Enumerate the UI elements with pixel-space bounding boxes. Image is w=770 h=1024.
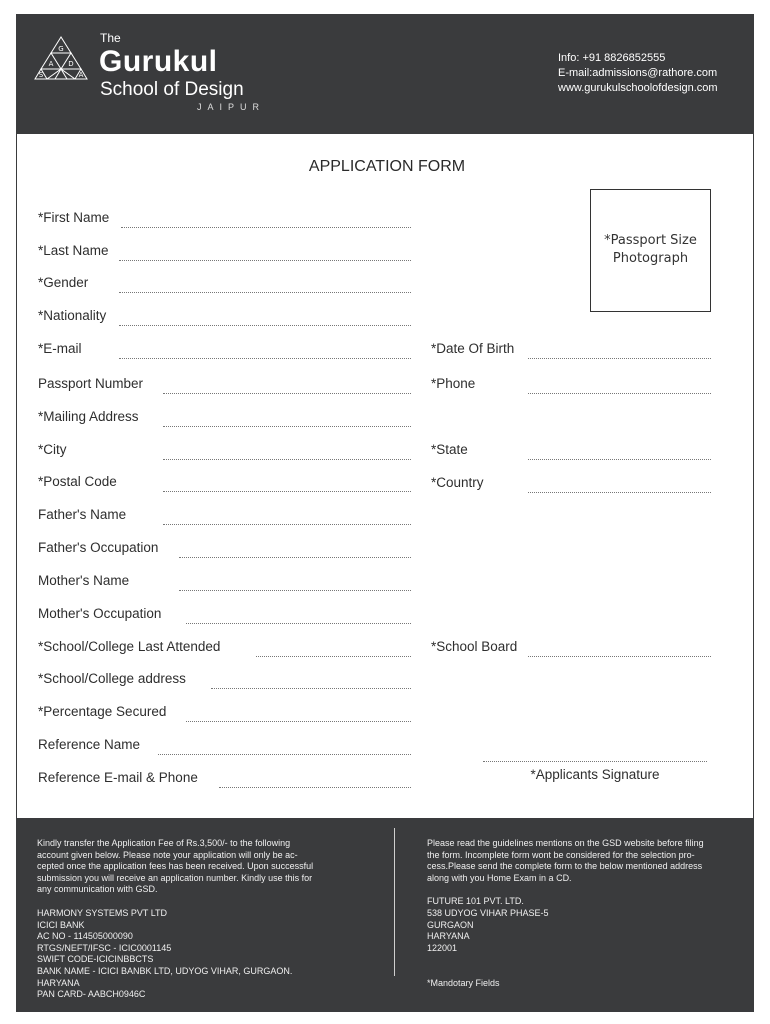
school-last-attended-label: *School/College Last Attended (38, 639, 221, 654)
date-of-birth-field[interactable] (431, 341, 711, 361)
info-website[interactable]: www.gurukulschoolofdesign.com (558, 82, 718, 94)
photo-label-line1: *Passport Size (604, 233, 697, 248)
fathers-name-label: Father's Name (38, 507, 127, 522)
mailing-address-label: *Mailing Address (38, 409, 139, 424)
first-name-label: *First Name (38, 210, 110, 225)
last-name-field[interactable] (38, 243, 411, 263)
brand-subtitle: School of Design (100, 79, 244, 100)
bank-detail-line: ICICI BANK (37, 919, 85, 930)
gender-label: *Gender (38, 275, 89, 290)
payment-text-line: any communication with GSD. (37, 884, 158, 895)
footer-banner (17, 818, 753, 1012)
nationality-label: *Nationality (38, 308, 107, 323)
reference-name-label: Reference Name (38, 737, 141, 752)
gsd-logo-icon (34, 35, 88, 85)
mandatory-note: *Mandotary Fields (427, 978, 500, 989)
payment-text-line: cepted once the application fees has been received. Upon successful (37, 861, 314, 872)
bank-detail-line: HARMONY SYSTEMS PVT LTD (37, 907, 168, 918)
school-board-label: *School Board (431, 639, 518, 654)
footer-divider (394, 828, 395, 976)
reference-contact-field[interactable] (38, 770, 411, 790)
submission-info (427, 838, 749, 990)
brand-the: The (100, 31, 121, 45)
reference-contact-input-line[interactable] (219, 787, 411, 788)
passport-number-input-line[interactable] (163, 393, 411, 394)
mailing-address-input-line[interactable] (163, 426, 411, 427)
mothers-name-input-line[interactable] (179, 590, 411, 591)
signature-label: *Applicants Signature (530, 767, 660, 782)
first-name-field[interactable] (38, 210, 411, 230)
phone-field[interactable] (431, 376, 711, 396)
form-title: APPLICATION FORM (308, 158, 466, 175)
passport-number-field[interactable] (38, 376, 411, 396)
bank-detail-line: RTGS/NEFT/IFSC - ICIC0001145 (37, 942, 172, 953)
passport-photo-box[interactable] (590, 189, 711, 312)
mothers-occupation-label: Mother's Occupation (38, 606, 162, 621)
country-label: *Country (431, 475, 484, 490)
passport-number-label: Passport Number (38, 376, 144, 391)
payment-text-line: Kindly transfer the Application Fee of Rs.3,500/- to the following (37, 838, 291, 848)
country-input-line[interactable] (528, 492, 711, 493)
bank-detail-line: HARYANA (37, 977, 80, 988)
signature-line[interactable] (483, 761, 707, 762)
city-label: *City (38, 442, 67, 457)
guideline-text-line: Please read the guidelines mentions on the GSD website before filing (427, 838, 704, 848)
school-last-attended-field[interactable] (38, 639, 411, 659)
bank-detail-line: PAN CARD- AABCH0946C (37, 989, 146, 1000)
last-name-label: *Last Name (38, 243, 109, 258)
guideline-text-line: the form. Incomplete form wont be considered for the selection pro- (427, 849, 695, 860)
mothers-name-label: Mother's Name (38, 573, 130, 588)
payment-info (37, 838, 377, 1001)
fathers-name-field[interactable] (38, 507, 411, 527)
logo-letter: S (38, 71, 44, 79)
last-name-input-line[interactable] (119, 260, 411, 261)
postal-code-label: *Postal Code (38, 474, 117, 489)
email-input-line[interactable] (119, 358, 411, 359)
first-name-input-line[interactable] (121, 227, 411, 228)
logo-letter: D (68, 60, 74, 68)
info-email[interactable]: E-mail:admissions@rathore.com (558, 67, 718, 79)
logo-letter: A (48, 60, 54, 68)
reference-name-input-line[interactable] (158, 754, 411, 755)
mothers-occupation-input-line[interactable] (186, 623, 411, 624)
school-board-input-line[interactable] (528, 656, 711, 657)
application-form-page (16, 14, 754, 1012)
school-last-attended-input-line[interactable] (256, 656, 411, 657)
gender-field[interactable] (38, 275, 411, 295)
phone-label: *Phone (431, 376, 476, 391)
mothers-occupation-field[interactable] (38, 606, 411, 626)
payment-text-line: account given below. Please note your application will only be ac- (37, 849, 298, 860)
school-board-field[interactable] (431, 639, 711, 659)
address-line: GURGAON (427, 919, 474, 930)
bank-detail-line: AC NO - 114505000090 (37, 931, 133, 942)
fathers-occupation-input-line[interactable] (179, 557, 411, 558)
photo-label-line2: Photograph (612, 251, 689, 266)
school-address-field[interactable] (38, 671, 411, 691)
city-field[interactable] (38, 442, 411, 462)
phone-input-line[interactable] (528, 393, 711, 394)
brand-city: JAIPUR (197, 102, 266, 112)
gender-input-line[interactable] (119, 292, 411, 293)
address-line: 538 UDYOG VIHAR PHASE-5 (427, 907, 549, 918)
bank-detail-line: SWIFT CODE-ICICINBBCTS (37, 954, 154, 965)
address-line: 122001 (427, 942, 458, 953)
school-address-input-line[interactable] (211, 688, 411, 689)
address-line: HARYANA (427, 931, 470, 942)
nationality-field[interactable] (38, 308, 411, 328)
info-phone: Info: +91 8826852555 (558, 52, 666, 64)
logo-letter: A (78, 71, 84, 79)
guideline-text-line: cess.Please send the complete form to the below mentioned address (427, 861, 703, 872)
address-line: FUTURE 101 PVT. LTD. (427, 896, 524, 907)
school-address-label: *School/College address (38, 671, 186, 686)
percentage-secured-field[interactable] (38, 704, 411, 724)
percentage-secured-label: *Percentage Secured (38, 704, 167, 719)
fathers-occupation-field[interactable] (38, 540, 411, 560)
header-banner (17, 15, 753, 134)
guideline-text-line: along with you Home Exam in a CD. (427, 872, 572, 883)
reference-contact-label: Reference E-mail & Phone (38, 770, 198, 785)
fathers-name-input-line[interactable] (163, 524, 411, 525)
logo-letter: G (58, 45, 64, 53)
mothers-name-field[interactable] (38, 573, 411, 593)
payment-text-line: submission you will receive an application number. Kindly use this for (37, 872, 313, 883)
postal-code-input-line[interactable] (163, 491, 411, 492)
mailing-address-field[interactable] (38, 409, 411, 429)
state-input-line[interactable] (528, 459, 711, 460)
contact-info (558, 51, 718, 96)
postal-code-field[interactable] (38, 474, 411, 494)
fathers-occupation-label: Father's Occupation (38, 540, 159, 555)
date-of-birth-label: *Date Of Birth (431, 341, 515, 356)
state-label: *State (431, 442, 468, 457)
brand-name: Gurukul (99, 45, 218, 78)
country-field[interactable] (431, 475, 711, 495)
reference-name-field[interactable] (38, 737, 411, 757)
date-of-birth-input-line[interactable] (528, 358, 711, 359)
email-label: *E-mail (38, 341, 82, 356)
bank-detail-line: BANK NAME - ICICI BANBK LTD, UDYOG VIHAR, GURGAON. (37, 965, 293, 976)
email-field[interactable] (38, 341, 411, 361)
city-input-line[interactable] (163, 459, 411, 460)
nationality-input-line[interactable] (119, 325, 411, 326)
state-field[interactable] (431, 442, 711, 462)
percentage-secured-input-line[interactable] (186, 721, 411, 722)
